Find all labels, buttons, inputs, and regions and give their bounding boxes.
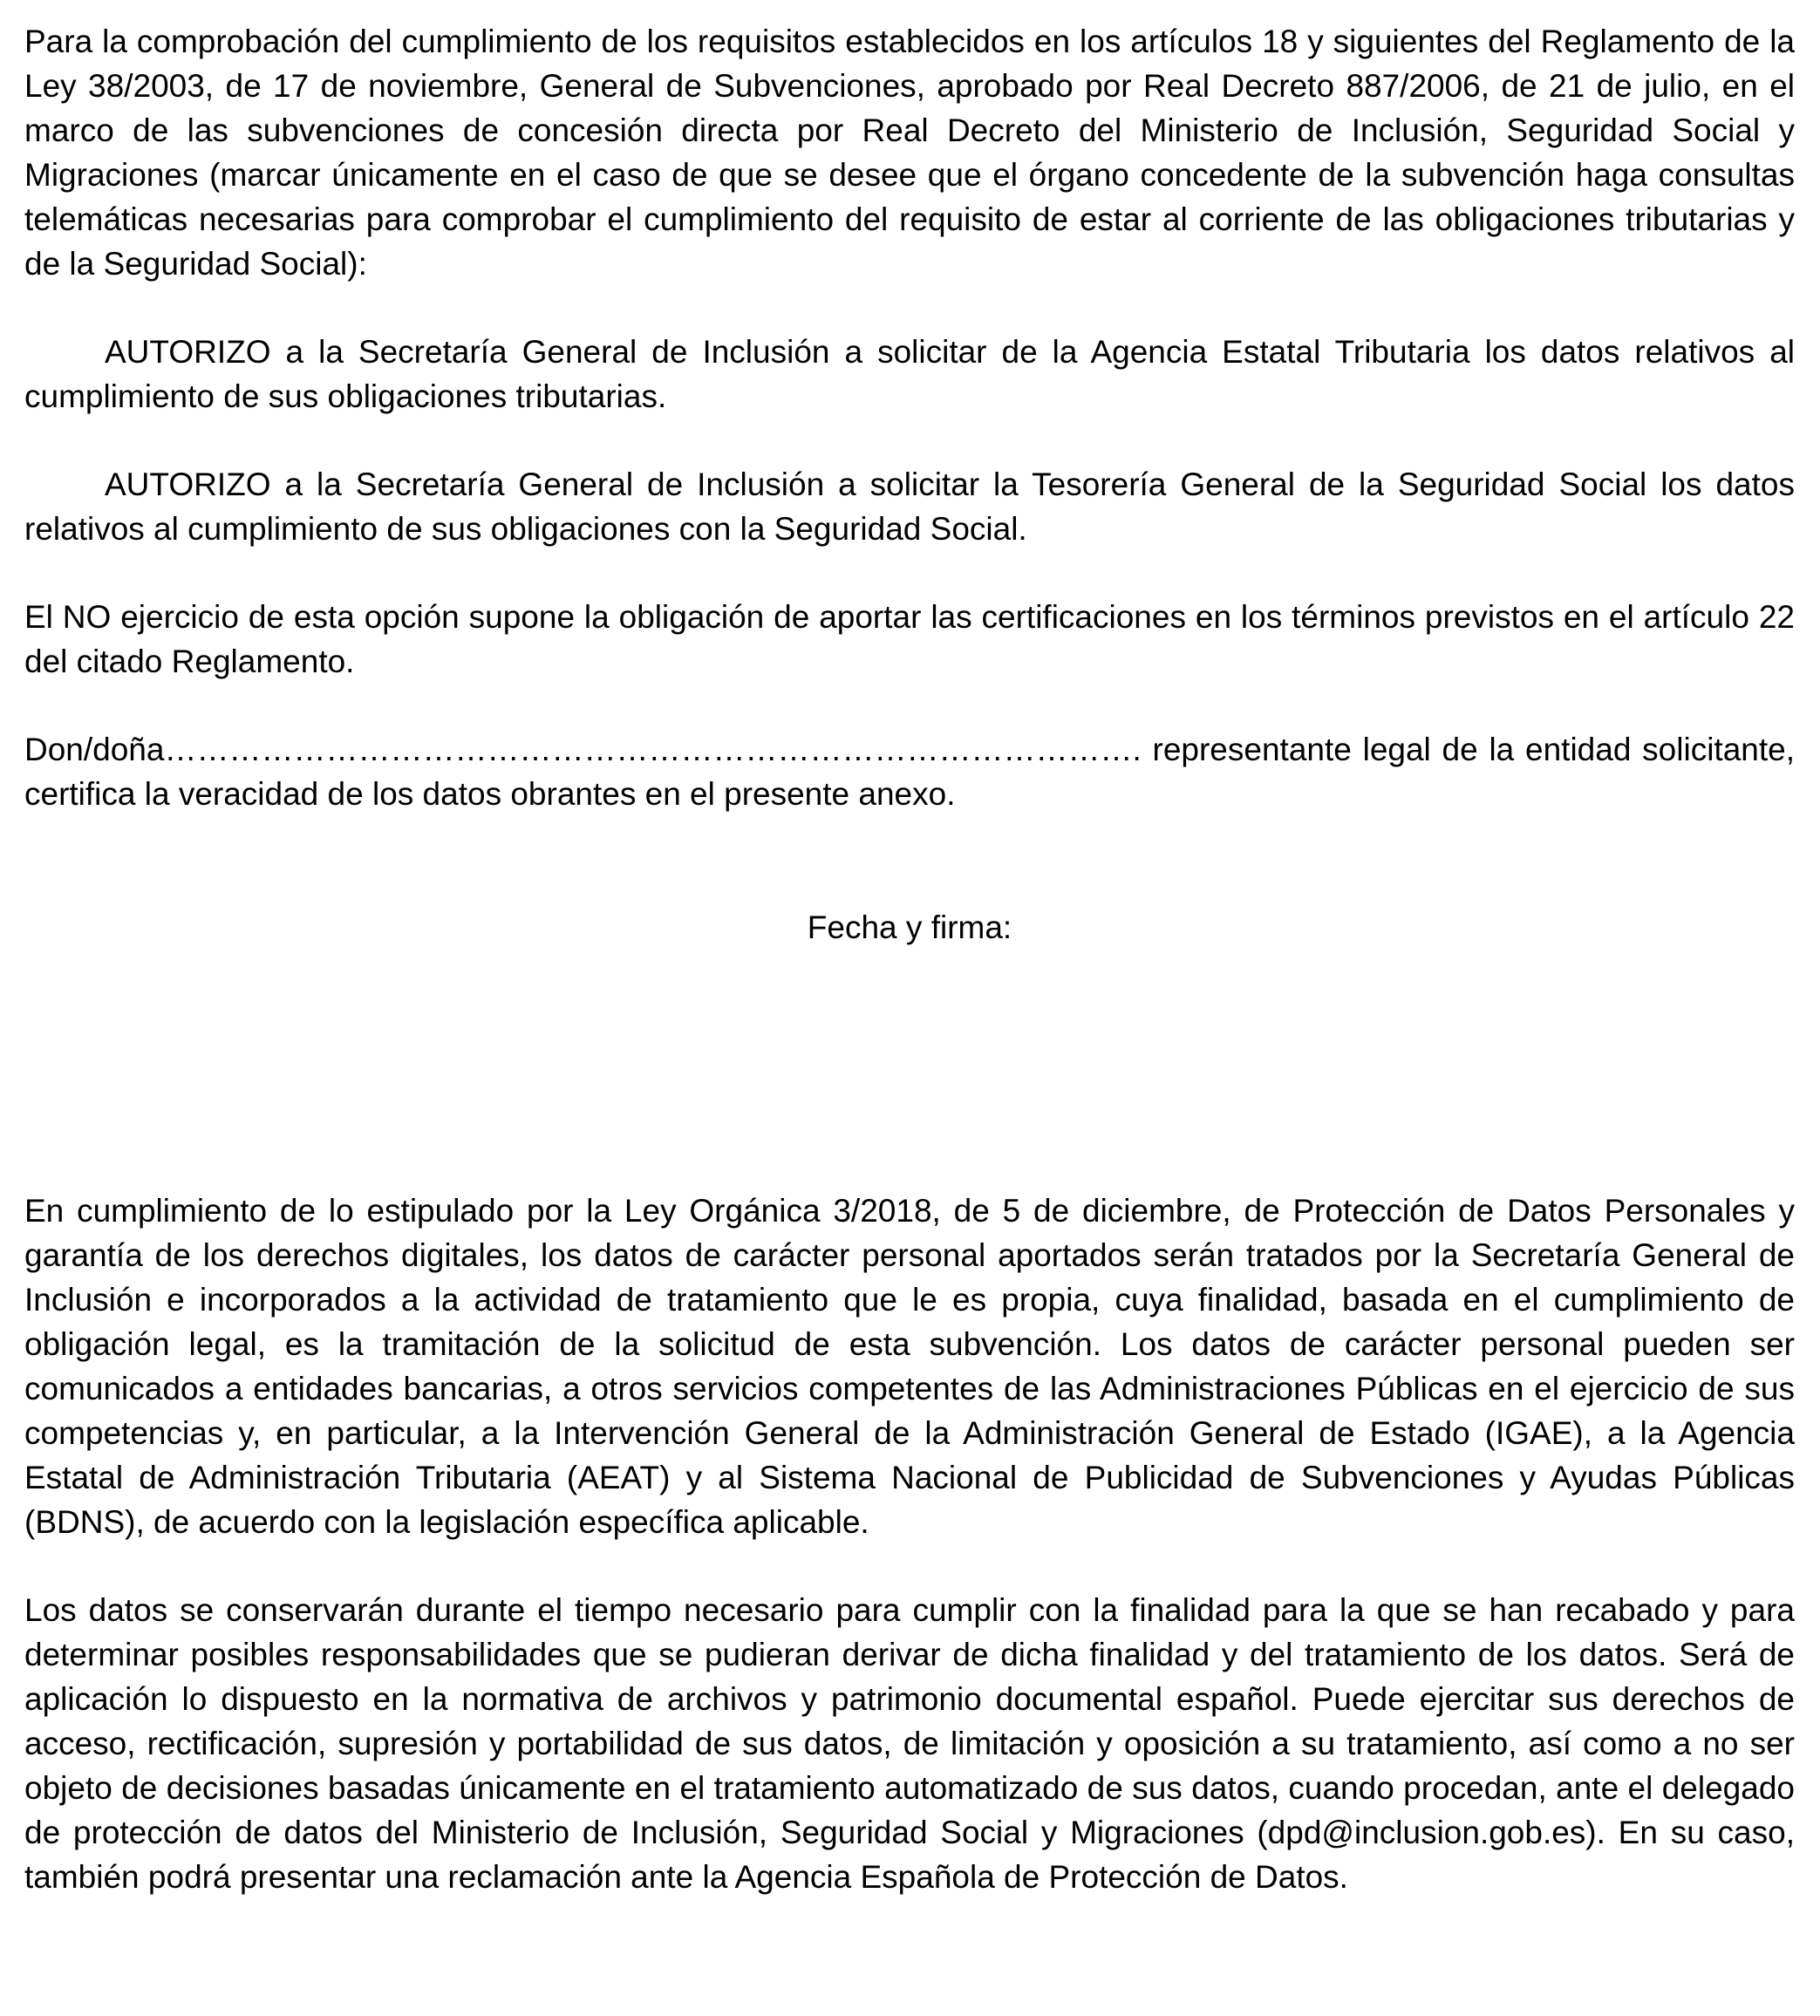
- document-page: [24, 19, 1795, 1899]
- authorization-tax-paragraph: AUTORIZO a la Secretaría General de Inclusión a solicitar de la Agencia Estatal Tributaria los datos relativos al cumplimiento de sus obligaciones tributarias.: [24, 334, 1795, 414]
- data-retention-paragraph: Los datos se conservarán durante el tiempo necesario para cumplir con la finalidad para la que se han recabado y para determinar posibles responsabilidades que se pudieran derivar de dicha finalidad y del tratamiento de los datos. Será de aplicación lo dispuesto en la normativa de archivos y patrimonio documental español. Puede ejercitar sus derechos de acceso, rectificación, supresión y portabilidad de sus datos, de limitación y oposición a su tratamiento, así como a no ser objeto de decisiones basadas únicamente en el tratamiento automatizado de sus datos, cuando procedan, ante el delegado de protección de datos del Ministerio de Inclusión, Seguridad Social y Migraciones (dpd@inclusion.gob.es). En su caso, también podrá presentar una reclamación ante la Agencia Española de Protección de Datos.: [24, 1592, 1795, 1895]
- representative-statement: Don/doña………………………………………………………………………………. representante legal de la entidad solicitante, certifica la veracidad de los datos obrantes en el presente anexo.: [24, 732, 1795, 812]
- date-signature-label: Fecha y firma:: [807, 909, 1012, 945]
- no-exercise-notice: El NO ejercicio de esta opción supone la obligación de aportar las certificaciones en los términos previstos en el artículo 22 del citado Reglamento.: [24, 599, 1795, 679]
- intro-paragraph: Para la comprobación del cumplimiento de los requisitos establecidos en los artículos 18 y siguientes del Reglamento de la Ley 38/2003, de 17 de noviembre, General de Subvenciones, aprobado por Real Decreto 887/2006, de 21 de julio, en el marco de las subvenciones de concesión directa por Real Decreto del Ministerio de Inclusión, Seguridad Social y Migraciones (marcar únicamente en el caso de que se desee que el órgano concedente de la subvención haga consultas telemáticas necesarias para comprobar el cumplimiento del requisito de estar al corriente de las obligaciones tributarias y de la Seguridad Social):: [24, 24, 1795, 282]
- data-protection-paragraph: En cumplimiento de lo estipulado por la Ley Orgánica 3/2018, de 5 de diciembre, de Protección de Datos Personales y garantía de los derechos digitales, los datos de carácter personal aportados serán tratados por la Secretaría General de Inclusión e incorporados a la actividad de tratamiento que le es propia, cuya finalidad, basada en el cumplimiento de obligación legal, es la tramitación de la solicitud de esta subvención. Los datos de carácter personal pueden ser comunicados a entidades bancarias, a otros servicios competentes de las Administraciones Públicas en el ejercicio de sus competencias y, en particular, a la Intervención General de la Administración General de Estado (IGAE), a la Agencia Estatal de Administración Tributaria (AEAT) y al Sistema Nacional de Publicidad de Subvenciones y Ayudas Públicas (BDNS), de acuerdo con la legislación específica aplicable.: [24, 1193, 1795, 1540]
- authorization-social-security-paragraph: AUTORIZO a la Secretaría General de Inclusión a solicitar la Tesorería General de la Seguridad Social los datos relativos al cumplimiento de sus obligaciones con la Seguridad Social.: [24, 467, 1795, 547]
